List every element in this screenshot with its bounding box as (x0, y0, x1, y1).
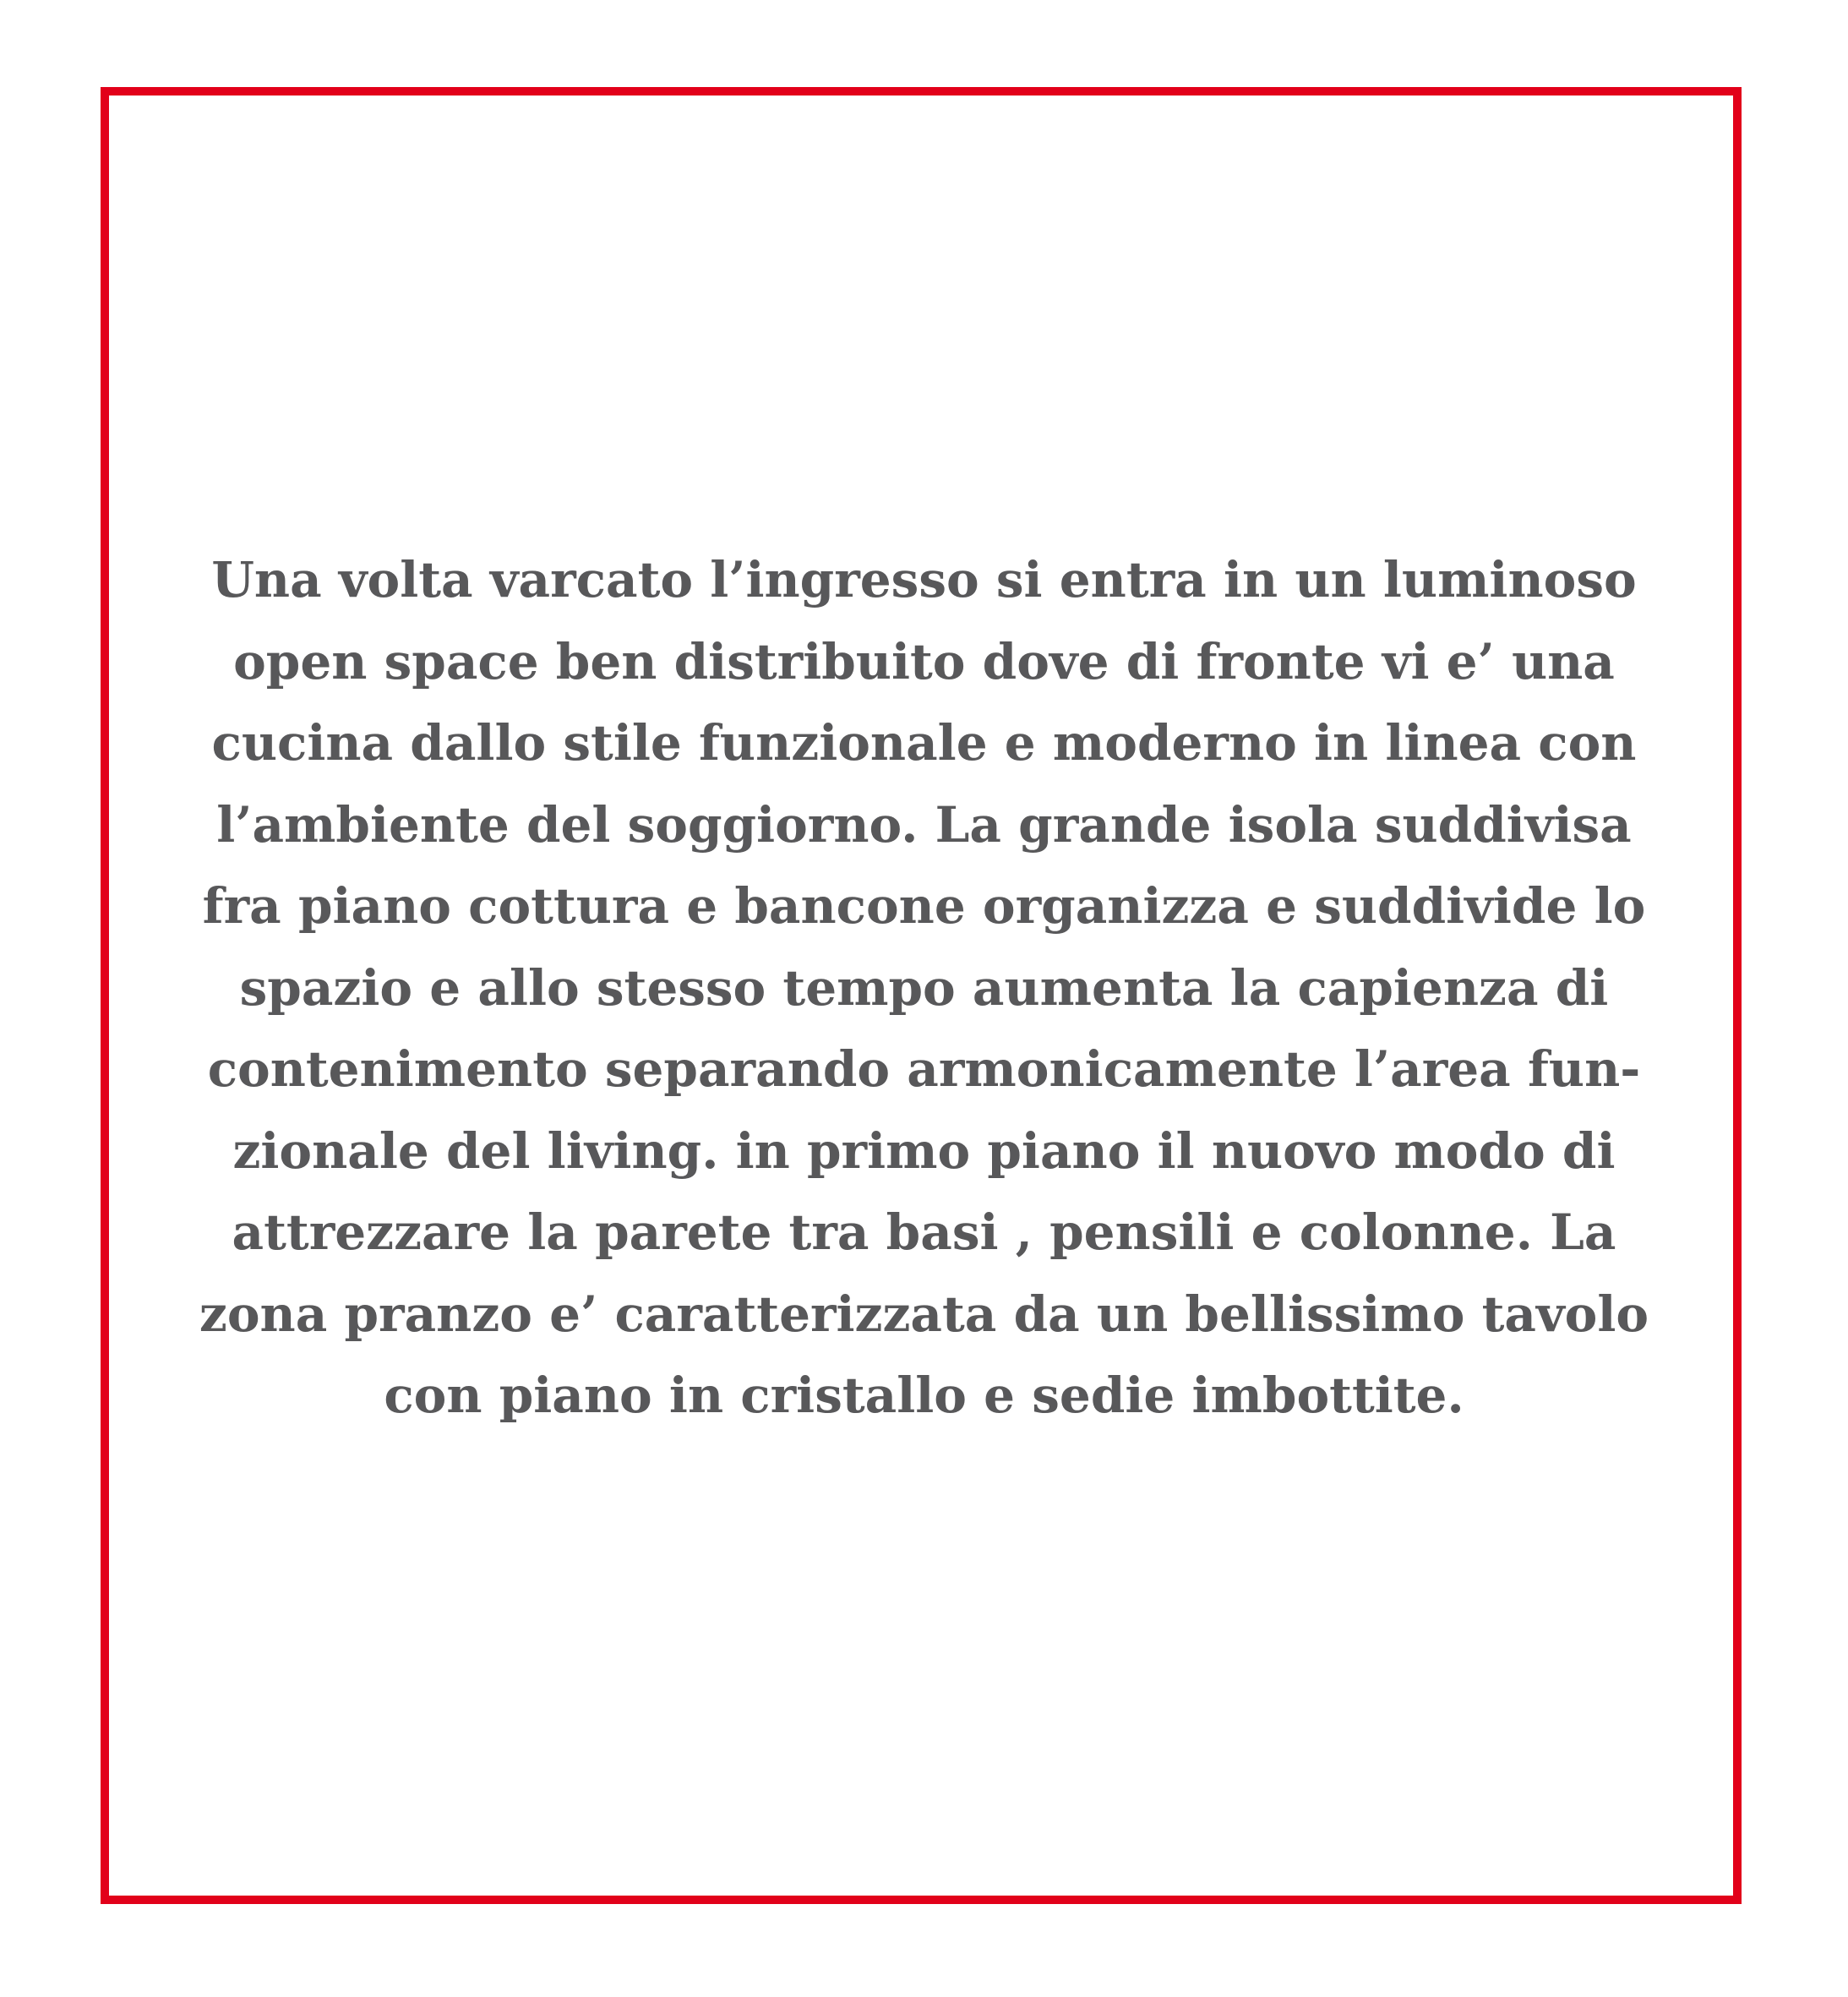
paragraph-line: zona pranzo e’ caratterizzata da un bellissimo tavolo (199, 1285, 1649, 1343)
paragraph-line: attrezzare la parete tra basi , pensili e colonne. La (232, 1203, 1616, 1261)
paragraph-line: l’ambiente del soggiorno. La grande isola suddivisa (216, 795, 1632, 854)
paragraph-line: con piano in cristallo e sedie imbottite. (384, 1367, 1464, 1424)
paragraph-line: zionale del living. in primo piano il nuovo modo di (232, 1121, 1616, 1180)
paragraph-line: spazio e allo stesso tempo aumenta la capienza di (239, 958, 1609, 1017)
description-paragraph (169, 539, 1679, 1437)
paragraph-line: contenimento separando armonicamente l’area fun- (207, 1040, 1641, 1098)
paragraph-line: fra piano cottura e bancone organizza e suddivide lo (202, 877, 1646, 935)
paragraph-line: Una volta varcato l’ingresso si entra in un luminoso (211, 551, 1637, 608)
paragraph-line: open space ben distribuito dove di fronte vi e’ una (233, 632, 1615, 690)
paragraph-line: cucina dallo stile funzionale e moderno in linea con (211, 714, 1637, 772)
